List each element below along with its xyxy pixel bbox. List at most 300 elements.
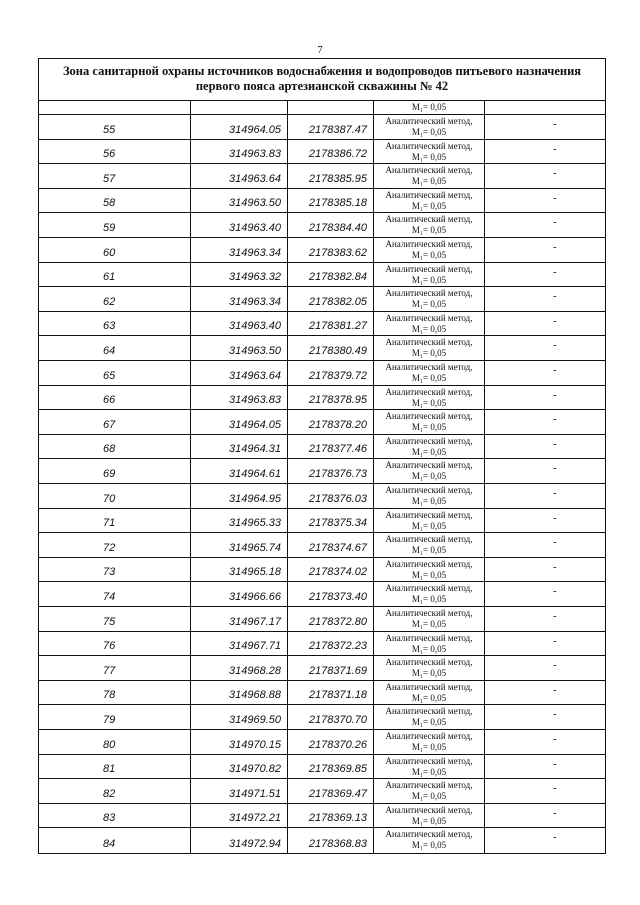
method-error: M₁= 0,05 (411, 742, 447, 752)
cell-x (191, 484, 288, 508)
coordinate-y: 2178371.69 (308, 664, 367, 677)
cell-x (191, 558, 288, 582)
cell-y (288, 484, 374, 508)
cell-note (485, 755, 605, 779)
coordinate-x: 314968.88 (229, 689, 281, 702)
table-row (39, 828, 605, 853)
cell-number (39, 730, 191, 754)
point-number: 73 (103, 566, 116, 579)
coordinate-x: 314963.64 (229, 172, 281, 185)
cell-y (288, 361, 374, 385)
cell-note (485, 730, 605, 754)
cell-x (191, 730, 288, 754)
cell-x (191, 386, 288, 410)
method-error: M₁= 0,05 (411, 176, 447, 187)
cell-y (288, 705, 374, 729)
cell-x (191, 509, 288, 533)
coordinate-x: 314964.61 (229, 467, 281, 480)
coordinate-x: 314967.71 (229, 640, 281, 653)
cell-note (485, 607, 605, 631)
table-row (39, 755, 605, 780)
method-error: M₁= 0,05 (411, 274, 447, 285)
method-error: M₁= 0,05 (411, 569, 447, 580)
method-error: M₁= 0,05 (411, 348, 447, 359)
cell-y (288, 238, 374, 262)
note-dash: - (553, 241, 557, 253)
cell-number (39, 779, 191, 803)
cell-note (485, 238, 605, 262)
coordinate-y: 2178386.72 (308, 148, 367, 161)
cell-method (374, 656, 485, 680)
note-dash: - (553, 585, 557, 598)
note-dash: - (553, 339, 557, 352)
coordinate-y: 2178385.95 (308, 172, 367, 185)
point-number: 74 (103, 590, 116, 603)
cell-note (485, 386, 605, 410)
point-number: 69 (103, 467, 116, 480)
cell-y (288, 681, 374, 705)
method-name: Аналитический метод, (385, 263, 473, 274)
coordinate-y: 2178371.18 (308, 689, 367, 702)
cell-number (39, 804, 191, 828)
cell-note (485, 361, 605, 385)
cell-method (374, 681, 485, 705)
cell-note (485, 101, 605, 114)
method-text (374, 509, 484, 532)
cell-x (191, 656, 288, 680)
cell-note (485, 632, 605, 656)
coordinate-x: 314972.21 (229, 812, 281, 825)
coordinate-x: 314970.15 (229, 738, 281, 751)
coordinate-y: 2178368.83 (308, 837, 367, 850)
cell-method (374, 386, 485, 410)
coordinate-y: 2178385.18 (308, 197, 367, 210)
note-dash: - (553, 437, 557, 450)
table-row (39, 558, 605, 583)
point-number: 65 (103, 369, 116, 382)
cell-method (374, 101, 485, 114)
cell-method (374, 140, 485, 164)
cell-y (288, 263, 374, 287)
note-dash: - (553, 314, 557, 327)
coordinate-x: 314970.82 (229, 763, 281, 776)
cell-number (39, 164, 191, 188)
cell-x (191, 213, 288, 237)
cell-method (374, 533, 485, 557)
method-error: M₁= 0,05 (411, 250, 447, 260)
cell-method (374, 755, 485, 779)
method-name: Аналитический метод, (385, 312, 473, 323)
method-text (374, 164, 484, 187)
table-row (39, 632, 605, 657)
method-text (374, 140, 484, 163)
cell-note (485, 459, 605, 483)
cell-x (191, 533, 288, 557)
cell-number (39, 705, 191, 729)
note-dash: - (553, 462, 557, 475)
method-name: Аналитический метод, (385, 288, 473, 299)
method-name: Аналитический метод, (385, 435, 473, 446)
coordinate-y: 2178378.20 (308, 418, 367, 431)
coordinate-y: 2178374.67 (308, 541, 367, 554)
cell-x (191, 755, 288, 779)
note-dash: - (553, 831, 557, 844)
cell-method (374, 115, 485, 139)
method-name: Аналитический метод, (385, 829, 473, 840)
cell-note (485, 115, 605, 139)
cell-x (191, 779, 288, 803)
cell-y (288, 189, 374, 213)
table-row (39, 459, 605, 484)
point-number: 55 (103, 123, 116, 136)
cell-number (39, 681, 191, 705)
cell-note (485, 828, 605, 853)
cell-method (374, 607, 485, 631)
cell-method (374, 509, 485, 533)
coordinate-y: 2178376.73 (308, 467, 367, 480)
cell-method (374, 779, 485, 803)
coordinate-x: 314963.83 (229, 394, 281, 407)
method-name: Аналитический метод, (385, 681, 473, 692)
method-text (374, 361, 484, 384)
cell-number (39, 213, 191, 237)
method-text: M₁= 0,05 (411, 102, 447, 112)
method-error: M₁= 0,05 (411, 619, 447, 629)
cell-method (374, 189, 485, 213)
method-error: M₁= 0,05 (411, 151, 447, 162)
point-number: 60 (103, 246, 116, 259)
cell-note (485, 533, 605, 557)
coordinate-y: 2178369.47 (308, 787, 367, 800)
point-number: 77 (103, 664, 116, 677)
cell-y (288, 730, 374, 754)
method-error: M₁= 0,05 (411, 840, 447, 851)
coordinate-x: 314965.74 (229, 541, 281, 554)
cell-note (485, 140, 605, 164)
cell-y (288, 140, 374, 164)
cell-note (485, 582, 605, 606)
cell-number (39, 410, 191, 434)
method-name: Аналитический метод, (385, 731, 473, 741)
note-dash: - (553, 536, 557, 549)
table-row (39, 730, 605, 755)
point-number: 75 (103, 615, 116, 628)
cell-x (191, 189, 288, 213)
point-number: 79 (103, 713, 116, 726)
note-dash: - (553, 364, 557, 376)
method-name: Аналитический метод, (385, 558, 473, 569)
method-text (374, 287, 484, 310)
method-text (374, 533, 484, 556)
coordinate-y: 2178372.23 (308, 640, 367, 653)
note-dash: - (553, 560, 557, 573)
cell-number (39, 828, 191, 853)
table-row (39, 386, 605, 411)
coordinate-y: 2178387.47 (308, 123, 367, 136)
cell-method (374, 705, 485, 729)
method-error: M₁= 0,05 (411, 446, 447, 457)
table-title-line-2: первого пояса артезианской скважины № 42 (195, 79, 449, 93)
table-row (39, 361, 605, 386)
note-dash: - (553, 413, 557, 426)
method-name: Аналитический метод, (385, 509, 473, 520)
method-name: Аналитический метод, (385, 534, 473, 545)
table-row-continued (39, 101, 605, 115)
cell-y (288, 509, 374, 533)
table-row (39, 312, 605, 337)
cell-method (374, 804, 485, 828)
cell-y (288, 804, 374, 828)
cell-x (191, 804, 288, 828)
cell-x (191, 681, 288, 705)
cell-y (288, 115, 374, 139)
cell-number (39, 509, 191, 533)
coordinate-y: 2178370.26 (308, 738, 367, 751)
cell-note (485, 656, 605, 680)
point-number: 56 (103, 148, 116, 161)
coordinate-x: 314964.05 (229, 123, 281, 136)
point-number: 64 (103, 344, 116, 357)
cell-method (374, 213, 485, 237)
page-number: 7 (317, 44, 323, 56)
cell-number (39, 189, 191, 213)
cell-y (288, 632, 374, 656)
cell-x (191, 287, 288, 311)
method-text (374, 459, 484, 482)
method-text (374, 312, 484, 335)
note-dash: - (553, 167, 557, 180)
cell-note (485, 213, 605, 237)
cell-method (374, 484, 485, 508)
cell-method (374, 361, 485, 385)
coordinate-x: 314963.34 (229, 246, 281, 259)
point-number: 63 (103, 320, 116, 333)
cell-method (374, 435, 485, 459)
method-text (374, 828, 484, 851)
cell-y (288, 213, 374, 237)
cell-method (374, 312, 485, 336)
point-number: 62 (103, 295, 116, 308)
point-number: 59 (103, 221, 116, 234)
coordinate-x: 314964.95 (229, 492, 281, 505)
table-body (39, 101, 605, 853)
method-error: M₁= 0,05 (411, 717, 447, 728)
cell-y (288, 435, 374, 459)
cell-x (191, 435, 288, 459)
method-text (374, 386, 484, 409)
note-dash: - (553, 659, 557, 672)
method-error: M₁= 0,05 (411, 422, 447, 433)
table-row (39, 213, 605, 238)
cell-note (485, 263, 605, 287)
cell-x (191, 101, 288, 114)
table-row (39, 582, 605, 607)
coordinate-x: 314965.33 (229, 517, 281, 530)
coordinate-x: 314964.05 (229, 418, 281, 431)
table-row (39, 164, 605, 189)
coordinate-y: 2178380.49 (308, 344, 367, 357)
method-text (374, 238, 484, 261)
cell-x (191, 828, 288, 853)
point-number: 61 (103, 271, 116, 284)
cell-y (288, 336, 374, 360)
cell-method (374, 459, 485, 483)
coordinate-x: 314972.94 (229, 837, 281, 850)
coordinate-y: 2178377.46 (308, 443, 367, 456)
cell-note (485, 558, 605, 582)
cell-y (288, 828, 374, 853)
method-error: M₁= 0,05 (411, 545, 447, 556)
method-text (374, 484, 484, 507)
cell-x (191, 263, 288, 287)
cell-x (191, 632, 288, 656)
table-row (39, 238, 605, 263)
cell-y (288, 779, 374, 803)
cell-note (485, 705, 605, 729)
note-dash: - (553, 610, 557, 622)
cell-method (374, 828, 485, 853)
note-dash: - (553, 290, 557, 303)
method-error: M₁= 0,05 (411, 668, 447, 679)
cell-number (39, 312, 191, 336)
table-row (39, 115, 605, 140)
method-text (374, 779, 484, 802)
method-text (374, 656, 484, 679)
cell-number (39, 263, 191, 287)
cell-note (485, 435, 605, 459)
coordinate-y: 2178383.62 (308, 246, 367, 259)
method-name: Аналитический метод, (385, 608, 473, 618)
coordinate-x: 314971.51 (229, 787, 281, 800)
point-number: 67 (103, 418, 116, 431)
method-text (374, 705, 484, 728)
method-error: M₁= 0,05 (411, 323, 447, 334)
cell-number (39, 459, 191, 483)
method-name: Аналитический метод, (385, 337, 473, 348)
method-name: Аналитический метод, (385, 386, 473, 397)
method-error: M₁= 0,05 (411, 815, 447, 826)
cell-y (288, 459, 374, 483)
point-number: 76 (103, 640, 116, 653)
cell-method (374, 336, 485, 360)
cell-y (288, 410, 374, 434)
coordinate-y: 2178381.27 (308, 320, 367, 333)
cell-method (374, 730, 485, 754)
table-row (39, 533, 605, 558)
table-row (39, 410, 605, 435)
cell-number (39, 484, 191, 508)
cell-number (39, 115, 191, 139)
cell-x (191, 164, 288, 188)
point-number: 78 (103, 689, 116, 702)
cell-method (374, 558, 485, 582)
method-name: Аналитический метод, (385, 657, 473, 668)
note-dash: - (553, 634, 557, 647)
cell-method (374, 238, 485, 262)
coordinate-y: 2178379.72 (308, 369, 367, 382)
coordinate-x: 314964.31 (229, 443, 281, 456)
coordinate-x: 314963.50 (229, 197, 281, 210)
method-text (374, 755, 484, 778)
cell-note (485, 779, 605, 803)
cell-x (191, 336, 288, 360)
coordinate-y: 2178382.84 (308, 271, 367, 284)
note-dash: - (553, 733, 557, 745)
cell-y (288, 656, 374, 680)
point-number: 72 (103, 541, 116, 554)
cell-number (39, 386, 191, 410)
note-dash: - (553, 757, 557, 770)
point-number: 82 (103, 787, 116, 800)
table-row (39, 263, 605, 288)
point-number: 84 (103, 837, 116, 850)
coordinate-y: 2178369.13 (308, 812, 367, 825)
method-name: Аналитический метод, (385, 583, 473, 594)
table-row (39, 189, 605, 214)
cell-number (39, 582, 191, 606)
method-name: Аналитический метод, (385, 362, 473, 372)
cell-y (288, 101, 374, 114)
method-text (374, 115, 484, 138)
method-text (374, 558, 484, 581)
cell-note (485, 189, 605, 213)
point-number: 71 (103, 517, 116, 530)
coordinate-y: 2178369.85 (308, 763, 367, 776)
table-row (39, 484, 605, 509)
cell-method (374, 164, 485, 188)
cell-note (485, 509, 605, 533)
cell-number (39, 656, 191, 680)
coordinate-y: 2178374.02 (308, 566, 367, 579)
note-dash: - (553, 487, 557, 499)
method-error: M₁= 0,05 (411, 766, 447, 777)
method-name: Аналитический метод, (385, 485, 473, 495)
table-row (39, 435, 605, 460)
method-text (374, 804, 484, 827)
cell-method (374, 287, 485, 311)
cell-number (39, 287, 191, 311)
coordinate-y: 2178376.03 (308, 492, 367, 505)
coordinates-table (38, 58, 606, 854)
note-dash: - (553, 118, 557, 130)
coordinate-x: 314963.50 (229, 344, 281, 357)
coordinate-y: 2178378.95 (308, 394, 367, 407)
method-text (374, 730, 484, 753)
table-title (39, 59, 605, 101)
coordinate-y: 2178384.40 (308, 221, 367, 234)
table-row (39, 705, 605, 730)
method-error: M₁= 0,05 (411, 299, 447, 310)
cell-x (191, 705, 288, 729)
point-number: 68 (103, 443, 116, 456)
cell-x (191, 459, 288, 483)
table-row (39, 656, 605, 681)
coordinate-y: 2178372.80 (308, 615, 367, 628)
coordinate-x: 314968.28 (229, 664, 281, 677)
method-text (374, 632, 484, 655)
cell-y (288, 287, 374, 311)
method-error: M₁= 0,05 (411, 127, 447, 137)
cell-method (374, 263, 485, 287)
point-number: 66 (103, 394, 116, 407)
note-dash: - (553, 191, 557, 204)
cell-x (191, 238, 288, 262)
method-text (374, 681, 484, 704)
coordinate-x: 314963.40 (229, 320, 281, 333)
method-error: M₁= 0,05 (411, 594, 447, 605)
note-dash: - (553, 142, 557, 155)
method-name: Аналитический метод, (385, 706, 473, 717)
